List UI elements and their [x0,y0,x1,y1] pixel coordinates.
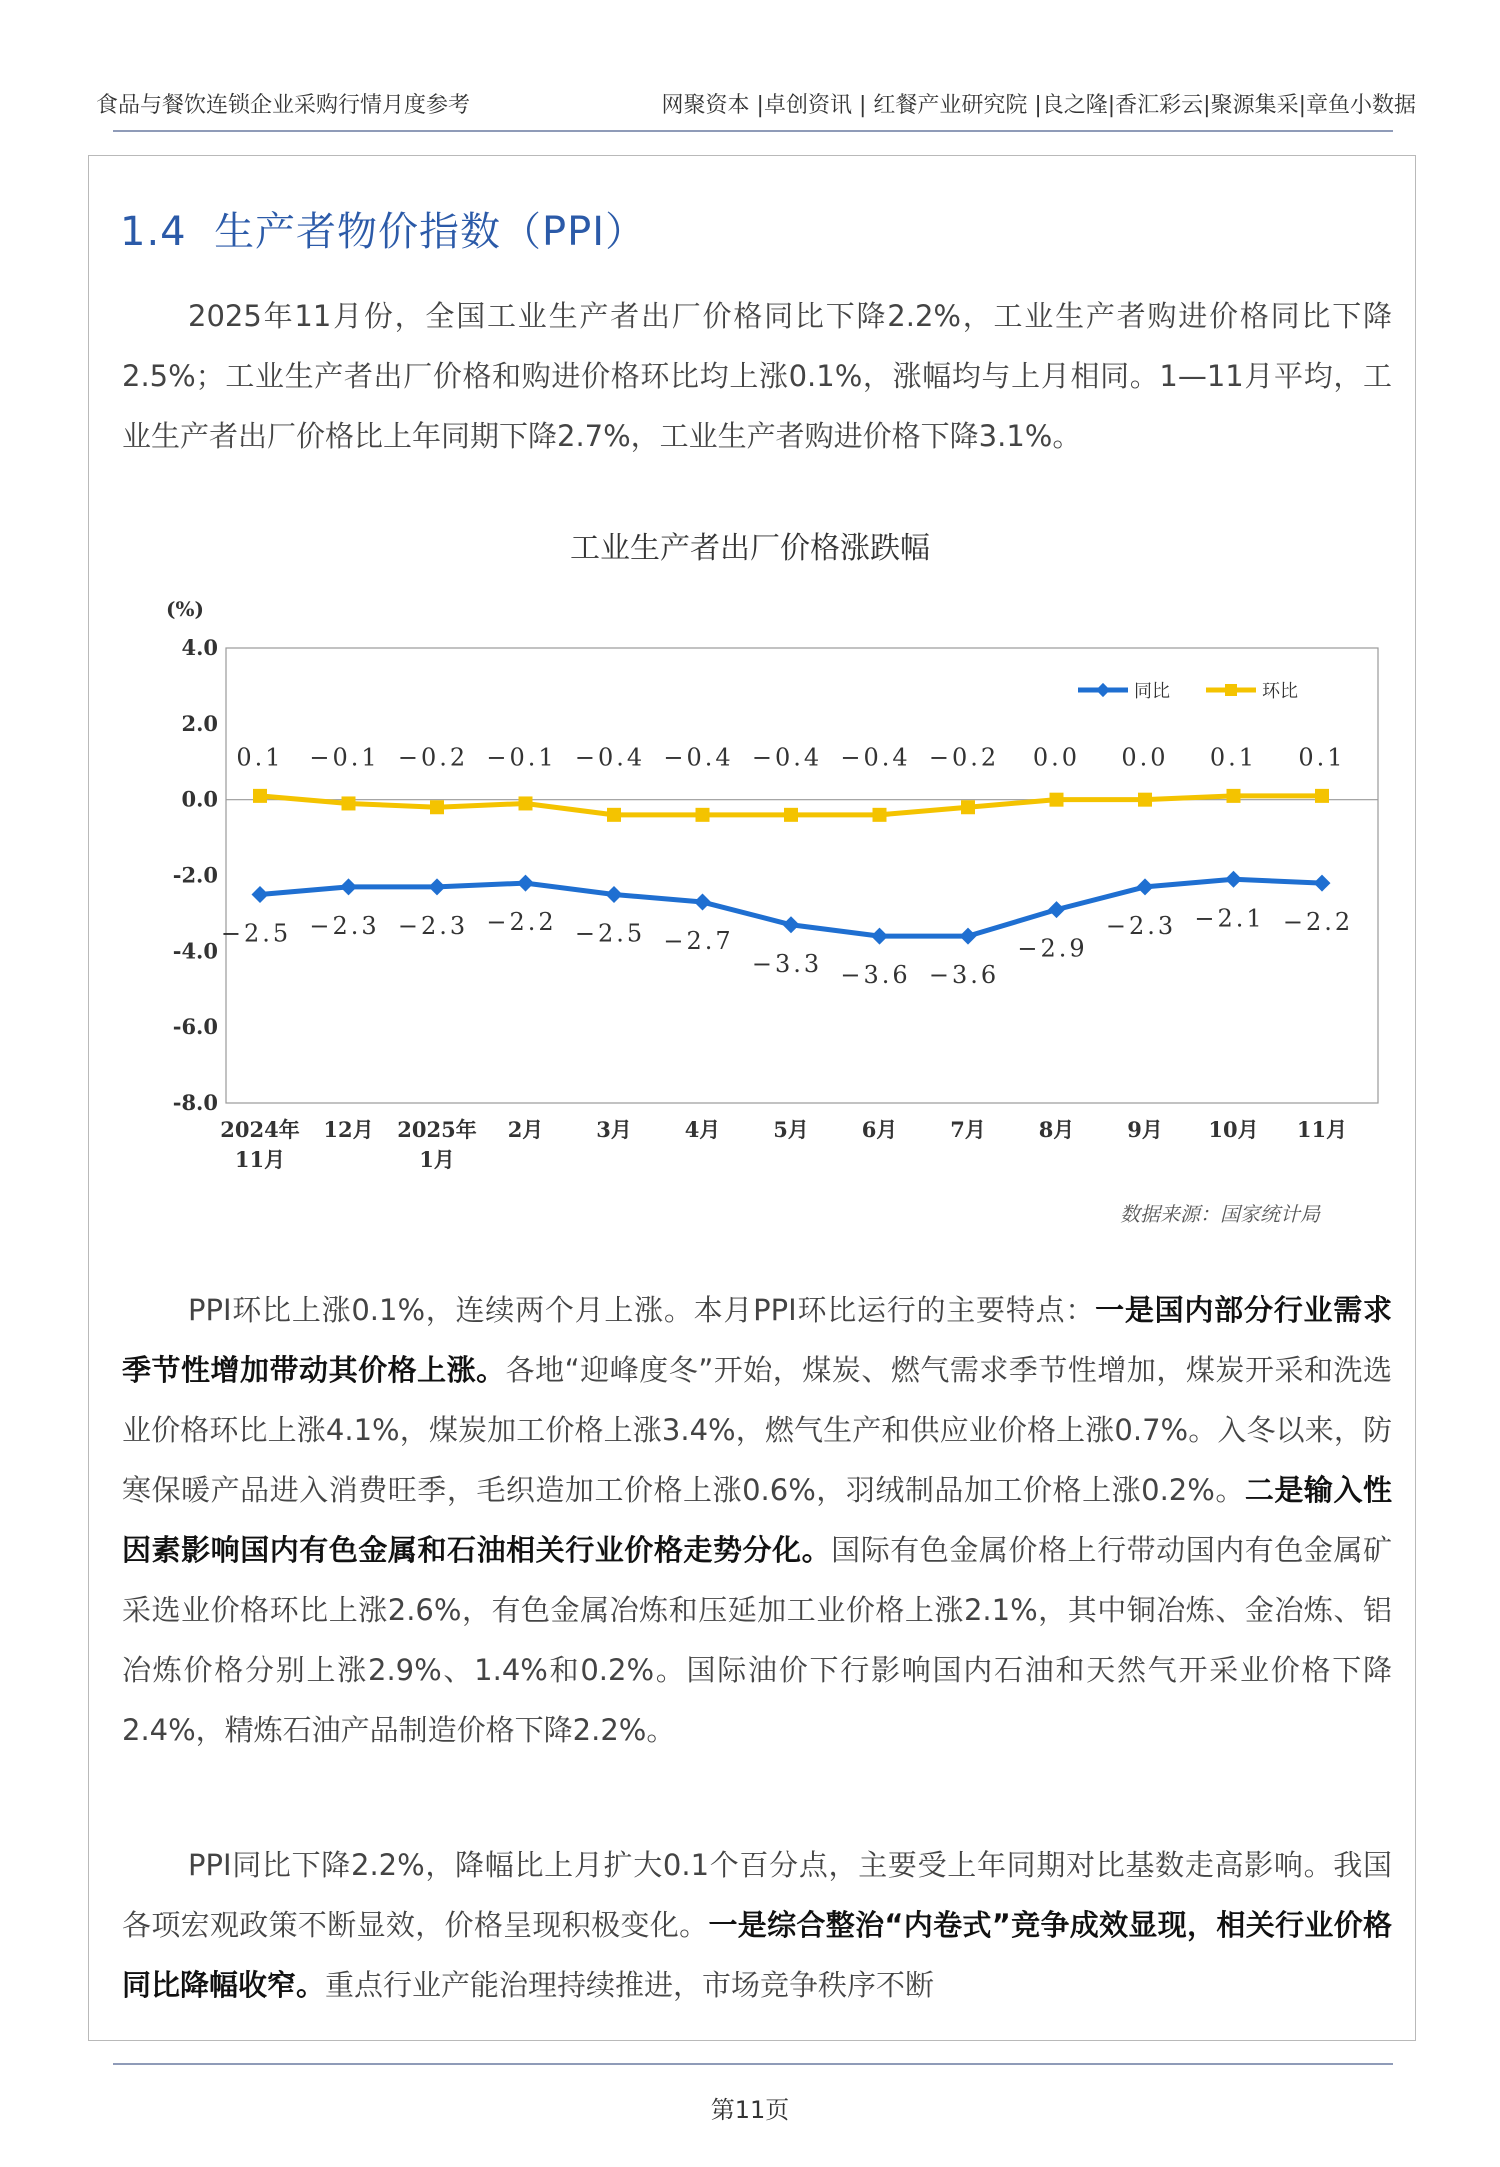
x-tick-label: 7月 [950,1117,986,1142]
data-label: −0.1 [309,743,380,772]
paragraph-mom [122,1280,1392,1760]
x-tick-label: 6月 [861,1117,898,1142]
data-point-mom [1138,793,1152,807]
page-header [96,82,1416,122]
x-tick-label: 4月 [684,1117,721,1142]
x-tick-label: 2月 [507,1117,544,1142]
x-tick-label: 10月 [1208,1117,1259,1142]
y-tick-label: -8.0 [172,1090,218,1115]
data-label: −3.6 [840,961,911,990]
data-point-yoy [1137,878,1154,895]
data-point-mom [961,800,975,814]
data-label: −2.7 [663,927,734,956]
paragraph-summary-text: 2025年11月份，全国工业生产者出厂价格同比下降2.2%，工业生产者购进价格同比下降2.5%；工业生产者出厂价格和购进价格环比均上涨0.1%，涨幅均与上月相同。1—11月平均，工业生产者出厂价格比上年同期下降2.7%，工业生产者购进价格下降3.1%。 [122,299,1392,453]
data-label: −2.1 [1194,904,1265,933]
ppi-line-chart [160,590,1400,1200]
paragraph-yoy [122,1835,1392,2015]
p2-intro: PPI环比上涨0.1%，连续两个月上涨。本月PPI环比运行的主要特点： [188,1293,1096,1327]
data-point-mom [1050,793,1064,807]
data-source: 数据来源：国家统计局 [1120,1202,1320,1226]
p3-point-one-detail: 重点行业产能治理持续推进，市场竞争秩序不断 [325,1968,935,2002]
data-point-mom [607,808,621,822]
data-point-yoy [783,916,800,933]
y-tick-label: -6.0 [172,1014,218,1040]
x-tick-label: 2025年 [397,1117,477,1142]
data-point-mom [784,808,798,822]
data-label: 0.1 [236,743,284,772]
data-label: −2.2 [486,908,557,937]
data-point-yoy [1225,871,1242,888]
x-tick-label: 11月 [234,1147,286,1172]
y-tick-label: 2.0 [181,710,218,736]
data-label: −3.6 [928,961,1000,990]
data-point-mom [253,789,267,803]
data-point-yoy [252,886,269,903]
data-point-yoy [871,928,888,945]
section-heading [120,200,646,257]
section-number: 1.4 [120,209,187,255]
header-divider [113,130,1393,132]
data-label: −2.3 [397,911,469,940]
plot-area [226,648,1378,1103]
x-tick-label: 9月 [1127,1117,1163,1142]
footer-divider [113,2063,1393,2065]
data-label: −2.2 [1282,908,1354,937]
paragraph-summary [122,286,1392,466]
p2-point-two-detail: 国际有色金属价格上行带动国内有色金属矿采选业价格环比上涨2.6%，有色金属冶炼和压延加工业价格上涨2.1%，其中铜冶炼、金冶炼、铝冶炼价格分别上涨2.9%、1.4%和0.2%。国际油价下行影响国内石油和天然气开采业价格下降2.4%，精炼石油产品制造价格下降2.2%。 [122,1533,1392,1747]
data-point-mom [873,808,887,822]
data-point-mom [430,800,444,814]
data-label: 0.1 [1209,743,1258,772]
page-number: 第11页 [710,2096,790,2124]
data-point-yoy [1048,901,1065,918]
data-point-yoy [694,894,711,911]
p2-point-one-detail: 各地“迎峰度冬”开始，煤炭、燃气需求季节性增加，煤炭开采和洗选业价格环比上涨4.1%，煤炭加工价格上涨3.4%，燃气生产和供应业价格上涨0.7%。入冬以来，防寒保暖产品进入消费旺季，毛织造加工价格上涨0.6%，羽绒制品加工价格上涨0.2%。 [122,1353,1392,1507]
p2-point-one: 一是国内部分行业需求季节性增加带动其价格上涨。 [122,1293,1392,1387]
header-report-title: 食品与餐饮连锁企业采购行情月度参考 [96,93,471,118]
x-tick-label: 2024年 [220,1117,300,1142]
data-label: 0.1 [1298,743,1346,772]
data-point-yoy [606,886,623,903]
data-point-mom [696,808,710,822]
data-label: −0.2 [928,743,1000,772]
data-point-mom [342,796,356,810]
data-point-yoy [340,878,357,895]
legend-label: 同比 [1134,681,1170,702]
p2-point-two: 二是输入性因素影响国内有色金属和石油相关行业价格走势分化。 [122,1473,1392,1567]
data-label: −0.4 [840,743,911,772]
data-label: −2.5 [574,919,646,948]
x-tick-label: 11月 [1296,1117,1348,1142]
x-tick-label: 12月 [323,1117,374,1142]
y-tick-label: -2.0 [172,862,218,888]
data-label: −2.3 [309,911,380,940]
x-tick-label: 1月 [419,1147,455,1172]
legend-label: 环比 [1262,681,1298,702]
y-tick-label: 4.0 [181,635,218,660]
data-label: −0.4 [751,743,823,772]
section-title: 生产者物价指数（PPI） [214,209,647,255]
data-point-yoy [429,878,446,895]
data-point-mom [1315,789,1329,803]
data-point-yoy [960,928,977,945]
data-label: −2.9 [1017,934,1088,963]
legend-marker [1096,683,1110,697]
y-tick-label: -4.0 [172,938,218,964]
data-label: −2.5 [220,919,292,948]
p3-intro: PPI同比下降2.2%，降幅比上月扩大0.1个百分点，主要受上年同期对比基数走高影响。我国各项宏观政策不断显效，价格呈现积极变化。 [122,1848,1392,1942]
legend-marker [1225,684,1237,696]
data-point-yoy [1314,875,1331,892]
data-point-mom [519,796,533,810]
data-label: −0.1 [486,743,557,772]
x-tick-label: 8月 [1038,1117,1075,1142]
y-axis-unit: (%) [166,597,204,621]
data-label: −3.3 [751,949,823,978]
data-label: 0.0 [1121,743,1169,772]
data-point-mom [1227,789,1241,803]
chart-title: 工业生产者出厂价格涨跌幅 [570,531,930,566]
data-label: −2.3 [1105,911,1177,940]
data-label: −0.4 [663,743,734,772]
chart-legend [1078,681,1298,702]
p3-point-one: 一是综合整治“内卷式”竞争成效显现，相关行业价格同比降幅收窄。 [122,1908,1392,2002]
header-sources: 网聚资本 |卓创资讯 | 红餐产业研究院 |良之隆|香汇彩云|聚源集采|章鱼小数据 [661,93,1416,118]
x-tick-label: 5月 [773,1117,809,1142]
data-label: 0.0 [1032,743,1081,772]
data-point-yoy [517,875,534,892]
chart-data-labels [221,744,1353,989]
x-tick-label: 3月 [596,1117,632,1142]
data-label: −0.4 [574,743,646,772]
data-label: −0.2 [397,743,469,772]
y-tick-label: 0.0 [181,786,218,812]
